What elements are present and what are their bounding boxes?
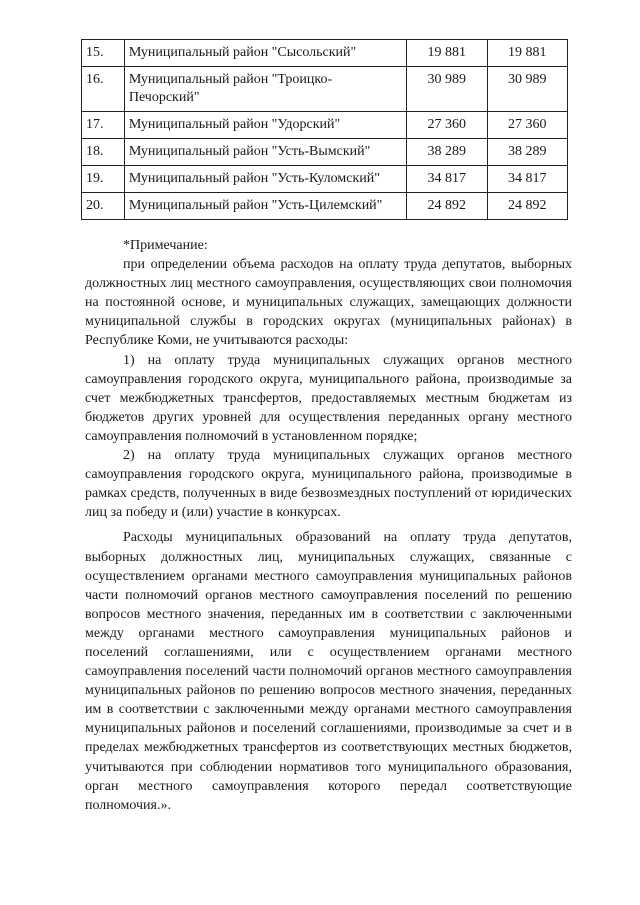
table-row <box>82 67 568 112</box>
row-number: 17. <box>82 112 125 139</box>
row-number: 18. <box>82 139 125 166</box>
row-number: 15. <box>82 40 125 67</box>
table-row <box>82 139 568 166</box>
note-intro: при определении объема расходов на оплату труда депутатов, выборных должностных лиц местного самоуправления, осуществляющих свои полномочия на постоянной основе, и муниципальных служащих, замещающих должности муниципальной службы в городских округах (муниципальных районах) в Республике Коми, не учитываются расходы: <box>85 257 572 349</box>
note-item-1: 1) на оплату труда муниципальных служащих органов местного самоуправления городского округа, муниципального района, производимые за счет межбюджетных трансфертов, предоставляемых местным бюджетам из бюджетов других уровней для осуществления переданных органу местного самоуправления полномочий в установленном порядке; <box>85 352 572 444</box>
value-cell: 27 360 <box>407 112 487 139</box>
row-number: 20. <box>82 193 125 220</box>
table-row <box>82 112 568 139</box>
district-name: Муниципальный район "Сысольский" <box>124 40 406 67</box>
district-name: Муниципальный район "Усть-Цилемский" <box>124 193 406 220</box>
value-cell: 34 817 <box>487 166 568 193</box>
table-row <box>82 40 568 67</box>
row-number: 16. <box>82 67 125 112</box>
district-name: Муниципальный район "Усть-Куломский" <box>124 166 406 193</box>
row-number: 19. <box>82 166 125 193</box>
district-name: Муниципальный район "Усть-Вымский" <box>124 139 406 166</box>
district-name: Муниципальный район "Удорский" <box>124 112 406 139</box>
district-table <box>81 39 568 220</box>
note-paragraph: Расходы муниципальных образований на оплату труда депутатов, выборных должностных лиц, муниципальных служащих, связанные с осуществлением органами местного самоуправления муниципальных районов части полномочий органов местного самоуправления поселений по решению вопросов местного значения, переданных им в соответствии с заключенными между органами местного самоуправления муниципальных районов и поселений соглашениями, или с осуществлением органами местного самоуправления поселений части полномочий органов местного самоуправления муниципальных районов по решению вопросов местного значения, переданных им в соответствии с заключенными между органами местного самоуправления муниципальных районов и поселений соглашениями, производимые за счет и в пределах межбюджетных трансфертов из соответствующих местных бюджетов, учитываются при соблюдении нормативов того муниципального образования, орган местного самоуправления которого передал соответствующие полномочия.». <box>85 530 572 813</box>
district-name: Муниципальный район "Троицко-Печорский" <box>124 67 406 112</box>
value-cell: 30 989 <box>487 67 568 112</box>
footnote-section <box>85 236 572 815</box>
value-cell: 19 881 <box>487 40 568 67</box>
table-row <box>82 166 568 193</box>
value-cell: 30 989 <box>407 67 487 112</box>
value-cell: 38 289 <box>407 139 487 166</box>
value-cell: 19 881 <box>407 40 487 67</box>
table-row <box>82 193 568 220</box>
value-cell: 34 817 <box>407 166 487 193</box>
value-cell: 38 289 <box>487 139 568 166</box>
note-title: *Примечание: <box>123 238 208 253</box>
note-item-2: 2) на оплату труда муниципальных служащих органов местного самоуправления городского округа, муниципального района, производимые в рамках средств, полученных в виде безвозмездных поступлений от юридических лиц за победу и (или) участие в конкурсах. <box>85 448 572 521</box>
value-cell: 24 892 <box>487 193 568 220</box>
value-cell: 27 360 <box>487 112 568 139</box>
value-cell: 24 892 <box>407 193 487 220</box>
